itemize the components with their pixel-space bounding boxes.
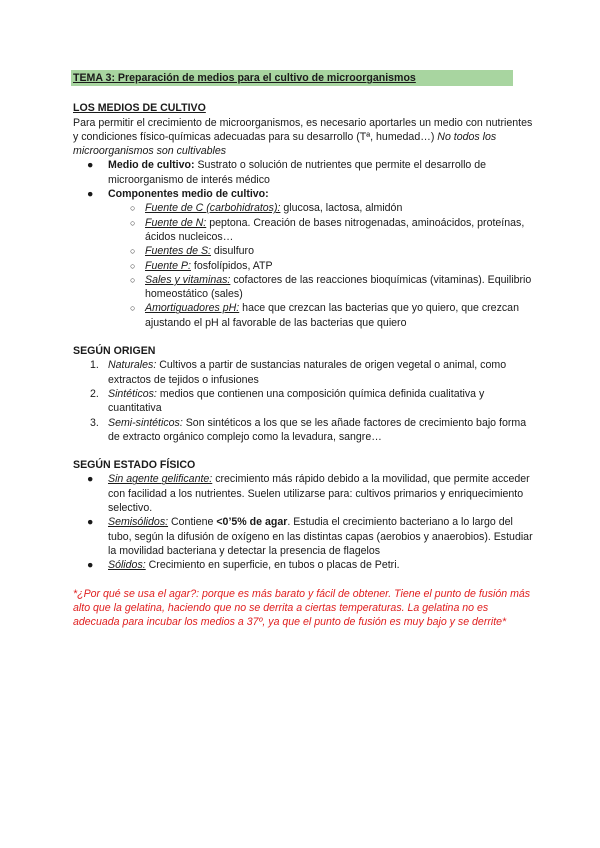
numbered-list-origen bbox=[73, 358, 533, 444]
agar-note: *¿Por qué se usa el agar?: porque es más barato y fácil de obtener. Tiene el punto de fusión más alto que la gelatina, haciendo que no se derrita a ciertas temperaturas. La gelatina no es adecuada para incubar los medios a 37º, ya que el punto de fusión es muy bajo y se derrite* bbox=[73, 587, 531, 629]
document-page bbox=[73, 70, 533, 629]
list-item: ● Sin agente gelificante: crecimiento más rápido debido a la movilidad, que permite acceder con facilidad a los nutrientes. Suelen utilizarse para: cultivos primarios y enriquecimiento selectivo. bbox=[87, 473, 530, 515]
list-item: ○ Sales y vitaminas: cofactores de las reacciones bioquímicas (vitaminas). Equilibrio homeostático (sales) bbox=[130, 273, 532, 301]
list-item: ○ Amortiguadores pH: hace que crezcan las bacterias que yo quiero, que crezcan ajustando el pH al favorable de las bacterias que quiero bbox=[130, 302, 519, 329]
bullet-list-estado bbox=[73, 472, 533, 572]
section-heading-medios: LOS MEDIOS DE CULTIVO bbox=[73, 102, 206, 115]
list-item: 2. Sintéticos: medios que contienen una composición química definida cualitativa y cuantitativa bbox=[90, 387, 485, 415]
list-item: ● Sólidos: Crecimiento en superficie, en tubos o placas de Petri. bbox=[87, 559, 400, 572]
intro-paragraph: Para permitir el crecimiento de microorganismos, es necesario aportarles un medio con nutrientes y condiciones físico-químicas adecuadas para su desarrollo (Tª, humedad…) No todos los microorganismos son cultivables bbox=[73, 116, 533, 158]
list-item: ● Medio de cultivo: Sustrato o solución de nutrientes que permite el desarrollo de microorganismo de interés médico bbox=[87, 159, 487, 186]
list-item: ○ Fuente de N: peptona. Creación de bases nitrogenadas, aminoácidos, proteínas, ácidos nucleicos… bbox=[130, 216, 525, 243]
list-item: ○ Fuentes de S: disulfuro bbox=[130, 245, 254, 258]
list-item: 1. Naturales: Cultivos a partir de sustancias naturales de origen vegetal o animal, como extractos de tejidos o infusiones bbox=[90, 359, 507, 386]
list-item: ● Semisólidos: Contiene <0’5% de agar. Estudia el crecimiento bacteriano a lo largo del tubo, según la difusión de oxígeno en las distintas capas (aerobios y anaerobios). Estudiar la movilidad bacteriana y detectar la presencia de flagelos bbox=[87, 516, 533, 557]
list-item: ○ Fuente de C (carbohidratos): glucosa, lactosa, almidón bbox=[130, 202, 403, 215]
list-item: ● Componentes medio de cultivo: bbox=[87, 188, 269, 201]
list-item: 3. Semi-sintéticos: Son sintéticos a los que se les añade factores de crecimiento bajo forma de extracto orgánico complejo como la levadura, sangre… bbox=[90, 416, 527, 443]
sub-list-componentes bbox=[73, 201, 533, 330]
bullet-list-medios bbox=[73, 158, 533, 201]
section-heading-estado: SEGÚN ESTADO FÍSICO bbox=[73, 459, 196, 472]
document-title: TEMA 3: Preparación de medios para el cultivo de microorganismos bbox=[71, 70, 513, 86]
list-item: ○ Fuente P: fosfolípidos, ATP bbox=[130, 259, 273, 272]
section-heading-origen: SEGÚN ORIGEN bbox=[73, 345, 156, 358]
